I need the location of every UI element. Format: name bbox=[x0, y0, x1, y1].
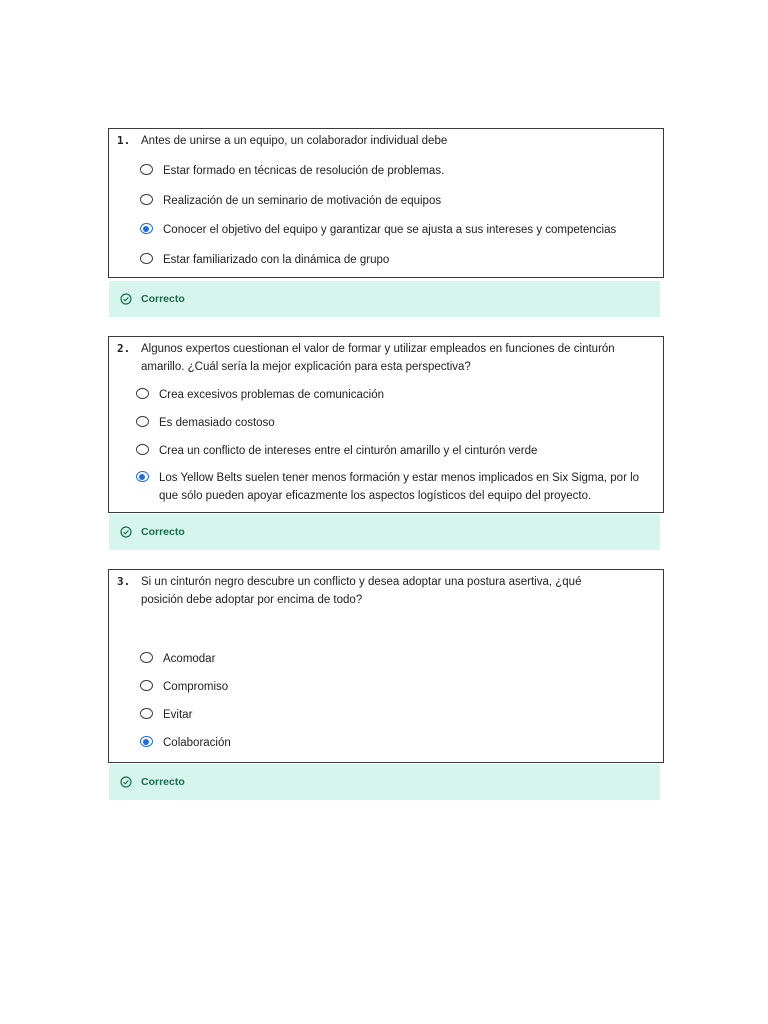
question-card-2 bbox=[108, 336, 664, 513]
answer-option-2[interactable] bbox=[136, 414, 651, 432]
radio-button-selected[interactable] bbox=[136, 471, 149, 482]
answer-option-label: Colaboración bbox=[163, 737, 231, 749]
feedback-banner-1 bbox=[109, 281, 660, 317]
answer-option-1[interactable] bbox=[140, 162, 650, 180]
answer-option-label: Crea un conflicto de intereses entre el cinturón amarillo y el cinturón verde bbox=[159, 445, 538, 457]
radio-button[interactable] bbox=[140, 253, 153, 264]
check-circle-icon bbox=[120, 776, 132, 788]
answer-option-label: Realización de un seminario de motivación de equipos bbox=[163, 195, 442, 207]
question-number: 2. bbox=[117, 342, 131, 355]
radio-button[interactable] bbox=[140, 680, 153, 691]
answer-option-1[interactable] bbox=[136, 386, 651, 404]
answer-option-3[interactable] bbox=[140, 706, 540, 724]
answer-option-1[interactable] bbox=[140, 650, 540, 668]
question-card-3 bbox=[108, 569, 664, 763]
radio-button[interactable] bbox=[136, 416, 149, 427]
radio-button[interactable] bbox=[140, 652, 153, 663]
question-text: Algunos expertos cuestionan el valor de formar y utilizar empleados en funciones de cinturón amarillo. ¿Cuál sería la mejor explicación para esta perspectiva? bbox=[141, 343, 615, 373]
answer-option-4[interactable] bbox=[140, 251, 650, 269]
answer-option-3[interactable] bbox=[136, 442, 651, 460]
radio-button[interactable] bbox=[136, 388, 149, 399]
answer-option-label: Compromiso bbox=[163, 681, 229, 693]
answer-option-label: Evitar bbox=[163, 709, 193, 721]
answer-option-4[interactable] bbox=[140, 734, 540, 752]
question-number: 1. bbox=[117, 134, 131, 147]
feedback-banner-2 bbox=[109, 514, 660, 550]
answer-option-2[interactable] bbox=[140, 678, 540, 696]
check-circle-icon bbox=[120, 526, 132, 538]
feedback-status-text: Correcto bbox=[141, 293, 185, 305]
answer-option-label: Acomodar bbox=[163, 653, 216, 665]
question-number: 3. bbox=[117, 575, 131, 588]
feedback-status-text: Correcto bbox=[141, 526, 185, 538]
radio-button-selected[interactable] bbox=[140, 223, 153, 234]
feedback-banner-3 bbox=[109, 764, 660, 800]
answer-option-label: Conocer el objetivo del equipo y garantizar que se ajusta a sus intereses y competencias bbox=[163, 224, 617, 236]
radio-button[interactable] bbox=[140, 164, 153, 175]
radio-button[interactable] bbox=[140, 708, 153, 719]
answer-option-label: Estar familiarizado con la dinámica de grupo bbox=[163, 254, 390, 266]
answer-option-label: Crea excesivos problemas de comunicación bbox=[159, 389, 384, 401]
question-text: Si un cinturón negro descubre un conflicto y desea adoptar una postura asertiva, ¿qué posición debe adoptar por encima de todo? bbox=[141, 576, 582, 606]
question-header bbox=[117, 573, 653, 609]
answer-option-2[interactable] bbox=[140, 192, 650, 210]
question-header bbox=[117, 132, 653, 150]
radio-button-selected[interactable] bbox=[140, 736, 153, 747]
radio-button[interactable] bbox=[136, 444, 149, 455]
answer-option-label: Los Yellow Belts suelen tener menos formación y estar menos implicados en Six Sigma, por lo que sólo pueden apoyar eficazmente los aspectos logísticos del equipo del proyecto. bbox=[159, 472, 640, 502]
question-header bbox=[117, 340, 653, 376]
check-circle-icon bbox=[120, 293, 132, 305]
answer-option-label: Es demasiado costoso bbox=[159, 417, 275, 429]
radio-button[interactable] bbox=[140, 194, 153, 205]
answer-option-3[interactable] bbox=[140, 221, 655, 239]
question-text: Antes de unirse a un equipo, un colaborador individual debe bbox=[141, 135, 448, 147]
feedback-status-text: Correcto bbox=[141, 776, 185, 788]
answer-option-4[interactable] bbox=[136, 469, 651, 505]
question-card-1 bbox=[108, 128, 664, 278]
answer-option-label: Estar formado en técnicas de resolución de problemas. bbox=[163, 165, 445, 177]
